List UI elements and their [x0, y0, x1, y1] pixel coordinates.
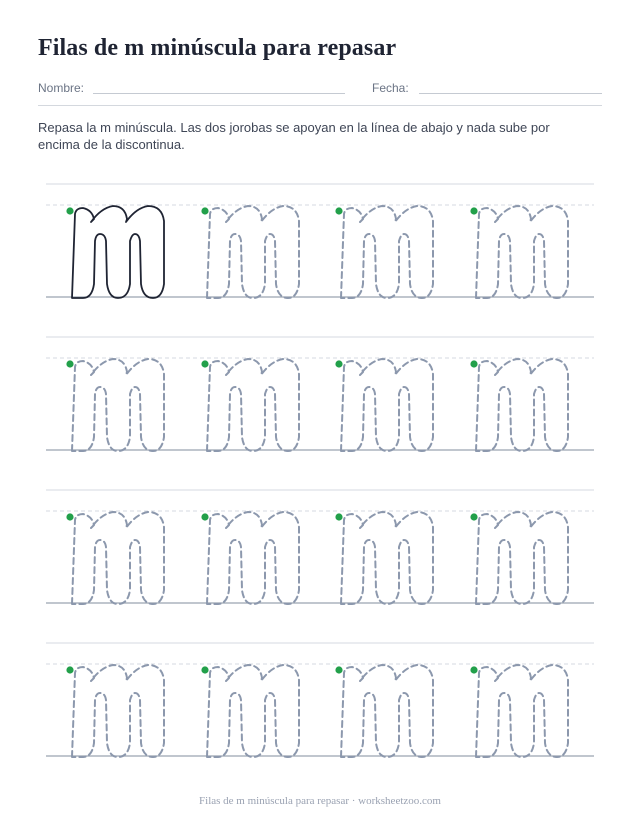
trace-letter-m — [476, 512, 568, 604]
trace-letter-m — [341, 665, 433, 757]
trace-letter-m — [207, 206, 299, 298]
trace-letter-m — [476, 206, 568, 298]
practice-row — [46, 643, 594, 757]
start-dot — [66, 360, 73, 367]
trace-letter-m — [72, 665, 164, 757]
start-dot — [66, 666, 73, 673]
footer-credit: Filas de m minúscula para repasar · worksheetzoo.com — [199, 795, 441, 807]
practice-row — [46, 337, 594, 451]
start-dot — [201, 513, 208, 520]
practice-row — [46, 184, 594, 298]
start-dot — [470, 513, 477, 520]
model-letter-m — [72, 206, 164, 298]
start-dot — [470, 666, 477, 673]
trace-letter-m — [72, 512, 164, 604]
start-dot — [66, 207, 73, 214]
start-dot — [66, 513, 73, 520]
start-dot — [335, 360, 342, 367]
start-dot — [335, 207, 342, 214]
start-dot — [335, 666, 342, 673]
start-dot — [470, 207, 477, 214]
start-dot — [201, 360, 208, 367]
instructions: Repasa la m minúscula. Las dos jorobas se apoyan en la línea de abajo y nada sube por encima de la discontinua. — [38, 120, 550, 152]
start-dot — [201, 207, 208, 214]
trace-letter-m — [341, 512, 433, 604]
trace-letter-m — [341, 359, 433, 451]
trace-letter-m — [476, 359, 568, 451]
practice-row — [46, 490, 594, 604]
trace-letter-m — [341, 206, 433, 298]
start-dot — [201, 666, 208, 673]
trace-letter-m — [207, 359, 299, 451]
start-dot — [470, 360, 477, 367]
trace-letter-m — [72, 359, 164, 451]
trace-letter-m — [207, 665, 299, 757]
page-title: Filas de m minúscula para repasar — [38, 35, 397, 61]
trace-letter-m — [207, 512, 299, 604]
date-label: Fecha: — [372, 81, 409, 95]
trace-letter-m — [476, 665, 568, 757]
name-label: Nombre: — [38, 81, 85, 95]
start-dot — [335, 513, 342, 520]
